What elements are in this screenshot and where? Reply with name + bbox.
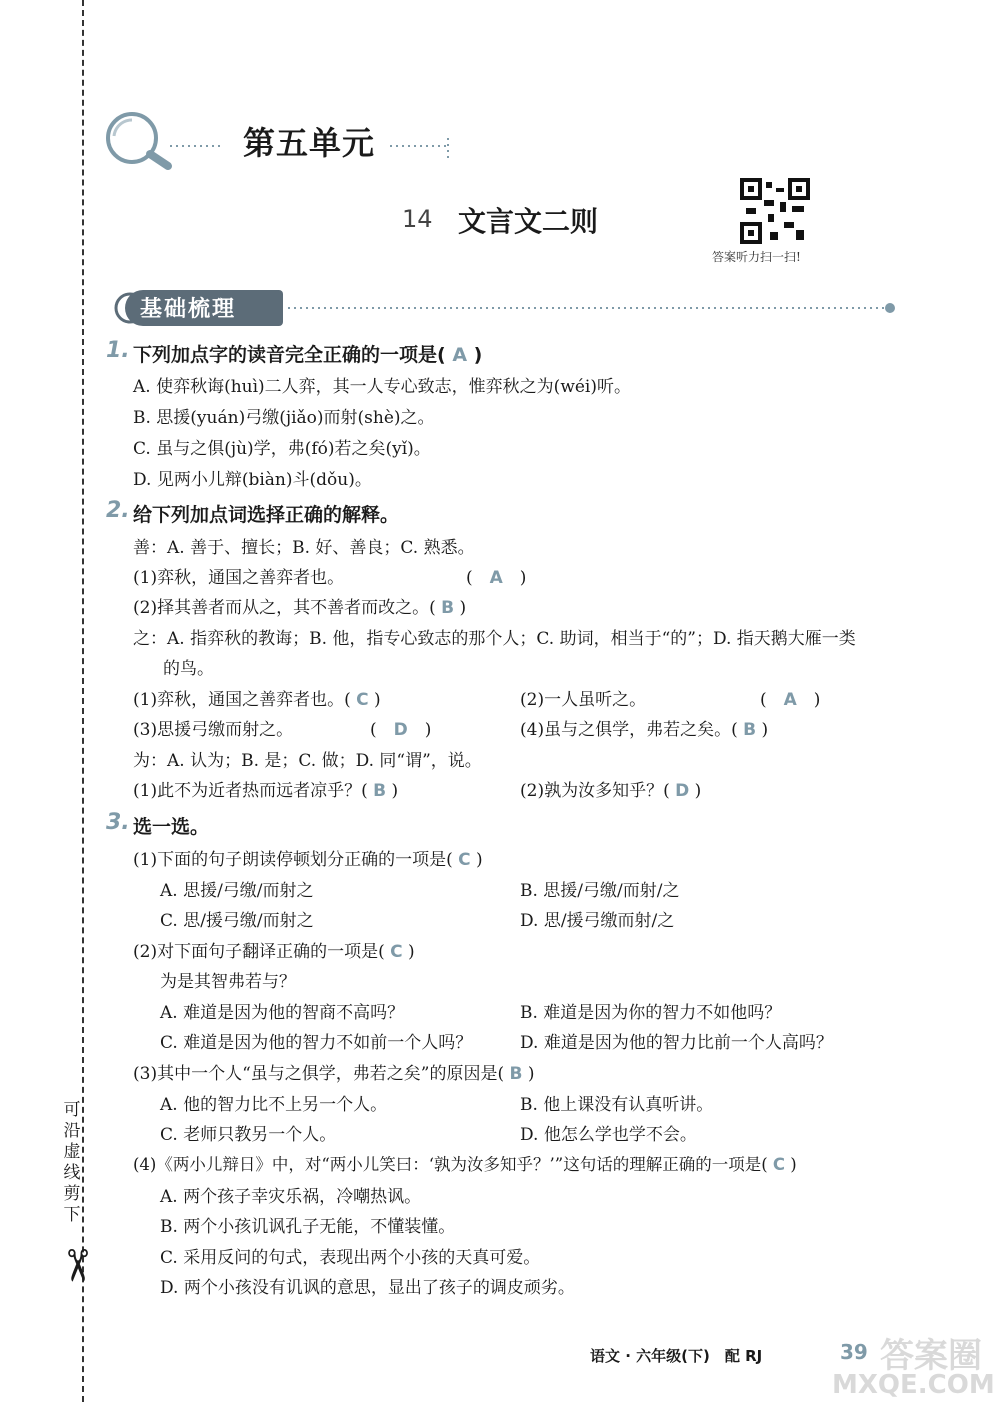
q2-zhi-item-4: (4)虽与之俱学，弗若之矣。( B ) [520, 720, 769, 740]
q3-sub4-stem-text: (4)《两小儿辩日》中，对“两小儿笑曰：‘孰为汝多知乎？’”这句话的理解正确的一项是( [133, 1155, 768, 1174]
q1-option-d: D. 见两小儿辩(biàn)斗(dǒu)。 [133, 470, 372, 490]
q2-shan-item-1-answer: A [489, 568, 503, 588]
q3-sub3-answer: B [509, 1064, 523, 1084]
q2-shan-item-2-text: (2)择其善者而从之，其不善者而改之。( [133, 598, 436, 618]
q3-sub1-stem-text: (1)下面的句子朗读停顿划分正确的一项是( [133, 850, 453, 870]
page-footer: 语文 · 六年级(下) 配 RJ [590, 1347, 763, 1365]
q3-sub1-option-a: A. 思援/弓缴/而射之 [160, 881, 314, 901]
q2-wei-item-1-answer: B [373, 781, 387, 801]
q2-zhi-item-2-answer: A [783, 690, 797, 710]
q2-wei-item-2-text: (2)孰为汝多知乎？( [520, 781, 670, 801]
watermark-url: MXQE.COM [832, 1370, 995, 1400]
q3-sub3-option-a: A. 他的智力比不上另一个人。 [160, 1095, 388, 1115]
q2-zhi-item-2-answer-box: ( A ) [760, 690, 821, 710]
q2-zhi-item-4-text: (4)虽与之俱学，弗若之矣。( [520, 720, 738, 740]
q2-wei-item-2-answer: D [675, 781, 690, 801]
q2-zhi-item-3: (3)思援弓缴而射之。 [133, 720, 294, 740]
q3-stem: 选一选。 [133, 816, 210, 838]
q3-sub3-option-c: C. 老师只教另一个人。 [160, 1125, 337, 1145]
q3-sub1-stem: (1)下面的句子朗读停顿划分正确的一项是( C ) [133, 850, 483, 870]
q3-sub3-option-d: D. 他怎么学也学不会。 [520, 1125, 697, 1145]
q1-number: 1. [106, 338, 130, 363]
page-number: 39 [840, 1340, 868, 1364]
q2-shan-item-2: (2)择其善者而从之，其不善者而改之。( B ) [133, 598, 467, 618]
q2-number: 2. [106, 498, 130, 523]
q2-zhi-item-3-answer-box: ( D ) [370, 720, 432, 740]
q2-zhi-item-1-text: (1)弈秋，通国之善弈者也。( [133, 690, 351, 710]
q2-zhi-item-4-answer: B [743, 720, 757, 740]
q2-zhi-definition-line2: 的鸟。 [163, 659, 214, 679]
q3-sub2-stem: (2)对下面句子翻译正确的一项是( C ) [133, 942, 415, 962]
lesson-number: 14 [402, 205, 433, 233]
q3-sub4-option-b: B. 两个小孩讥讽孔子无能，不懂装懂。 [160, 1217, 456, 1237]
q3-sub2-stem-text: (2)对下面句子翻译正确的一项是( [133, 942, 385, 962]
q3-sub1-answer: C [458, 850, 471, 870]
q2-wei-definition: 为：A. 认为；B. 是；C. 做；D. 同“谓”，说。 [133, 751, 482, 771]
q3-sub3-option-b: B. 他上课没有认真听讲。 [520, 1095, 714, 1115]
q2-shan-item-1 [133, 563, 344, 588]
unit-title: 第五单元 [243, 124, 376, 162]
qr-caption: 答案听力扫一扫! [712, 250, 801, 264]
q2-zhi-item-3-answer: D [393, 720, 408, 740]
q3-sub1-option-b: B. 思援/弓缴/而射/之 [520, 881, 680, 901]
q2-stem: 给下列加点词选择正确的解释。 [133, 504, 400, 526]
q3-sub2-option-c: C. 难道是因为他的智力不如前一个人吗？ [160, 1033, 473, 1053]
q3-sub4-option-a: A. 两个孩子幸灾乐祸，冷嘲热讽。 [160, 1187, 422, 1207]
q2-wei-item-2: (2)孰为汝多知乎？( D ) [520, 781, 702, 801]
q2-zhi-item-2: (2)一人虽听之。 [520, 690, 647, 710]
q1-stem-text: 下列加点字的读音完全正确的一项是( [133, 344, 446, 366]
q2-shan-definition: 善：A. 善于、擅长；B. 好、善良；C. 熟悉。 [133, 538, 475, 558]
section-label: 基础梳理 [140, 297, 237, 322]
q1-stem [133, 340, 482, 367]
q3-sub2-option-a: A. 难道是因为他的智商不高吗？ [160, 1003, 405, 1023]
q3-sub2-sentence: 为是其智弗若与？ [160, 972, 296, 992]
q3-sub2-option-b: B. 难道是因为你的智力不如他吗？ [520, 1003, 782, 1023]
q3-sub1-option-c: C. 思/援弓缴/而射之 [160, 911, 314, 931]
q3-sub3-stem: (3)其中一个人“虽与之俱学，弗若之矣”的原因是( B ) [133, 1064, 535, 1084]
q2-shan-item-2-answer: B [441, 598, 455, 618]
cut-instruction: 可沿虚线剪下 [63, 1100, 81, 1225]
q1-answer: A [452, 344, 468, 366]
q3-sub4-option-c: C. 采用反问的句式，表现出两个小孩的天真可爱。 [160, 1248, 541, 1268]
q2-shan-item-1-text: (1)弈秋，通国之善弈者也。 [133, 568, 345, 588]
scissors-icon: ✂ [50, 1247, 102, 1284]
qr-code-icon[interactable] [740, 178, 810, 244]
q3-sub4-option-d: D. 两个小孩没有讥讽的意思，显出了孩子的调皮顽劣。 [160, 1278, 575, 1298]
q3-number: 3. [106, 810, 130, 835]
q3-sub4-stem: (4)《两小儿辩日》中，对“两小儿笑曰：‘孰为汝多知乎？’”这句话的理解正确的一项是( C ) [133, 1155, 797, 1174]
q3-sub1-option-d: D. 思/援弓缴而射/之 [520, 911, 675, 931]
q1-option-c: C. 虽与之俱(jù)学，弗(fó)若之矣(yǐ)。 [133, 439, 431, 459]
q2-wei-item-1: (1)此不为近者热而远者凉乎？( B ) [133, 781, 399, 801]
q1-option-b: B. 思援(yuán)弓缴(jiǎo)而射(shè)之。 [133, 408, 435, 428]
q2-wei-item-1-text: (1)此不为近者热而远者凉乎？( [133, 781, 368, 801]
q3-sub3-stem-text: (3)其中一个人“虽与之俱学，弗若之矣”的原因是( [133, 1064, 505, 1084]
q3-sub2-option-d: D. 难道是因为他的智力比前一个人高吗？ [520, 1033, 833, 1053]
watermark-logo: 答案圈 [880, 1336, 982, 1376]
q1-option-a: A. 使弈秋诲(huì)二人弈，其一人专心致志，惟弈秋之为(wéi)听。 [133, 377, 631, 397]
q2-zhi-item-1: (1)弈秋，通国之善弈者也。( C ) [133, 690, 381, 710]
q1-close: ) [473, 344, 483, 366]
q3-sub2-answer: C [390, 942, 403, 962]
q2-shan-item-1-answer-box: ( A ) [466, 568, 527, 588]
lesson-title: 文言文二则 [458, 205, 599, 238]
q2-zhi-item-1-answer: C [356, 690, 369, 710]
q3-sub4-answer: C [772, 1155, 786, 1174]
q2-zhi-definition-line1: 之：A. 指弈秋的教诲；B. 他，指专心致志的那个人；C. 助词，相当于“的”；D. 指天鹅大雁一类 [133, 629, 856, 649]
